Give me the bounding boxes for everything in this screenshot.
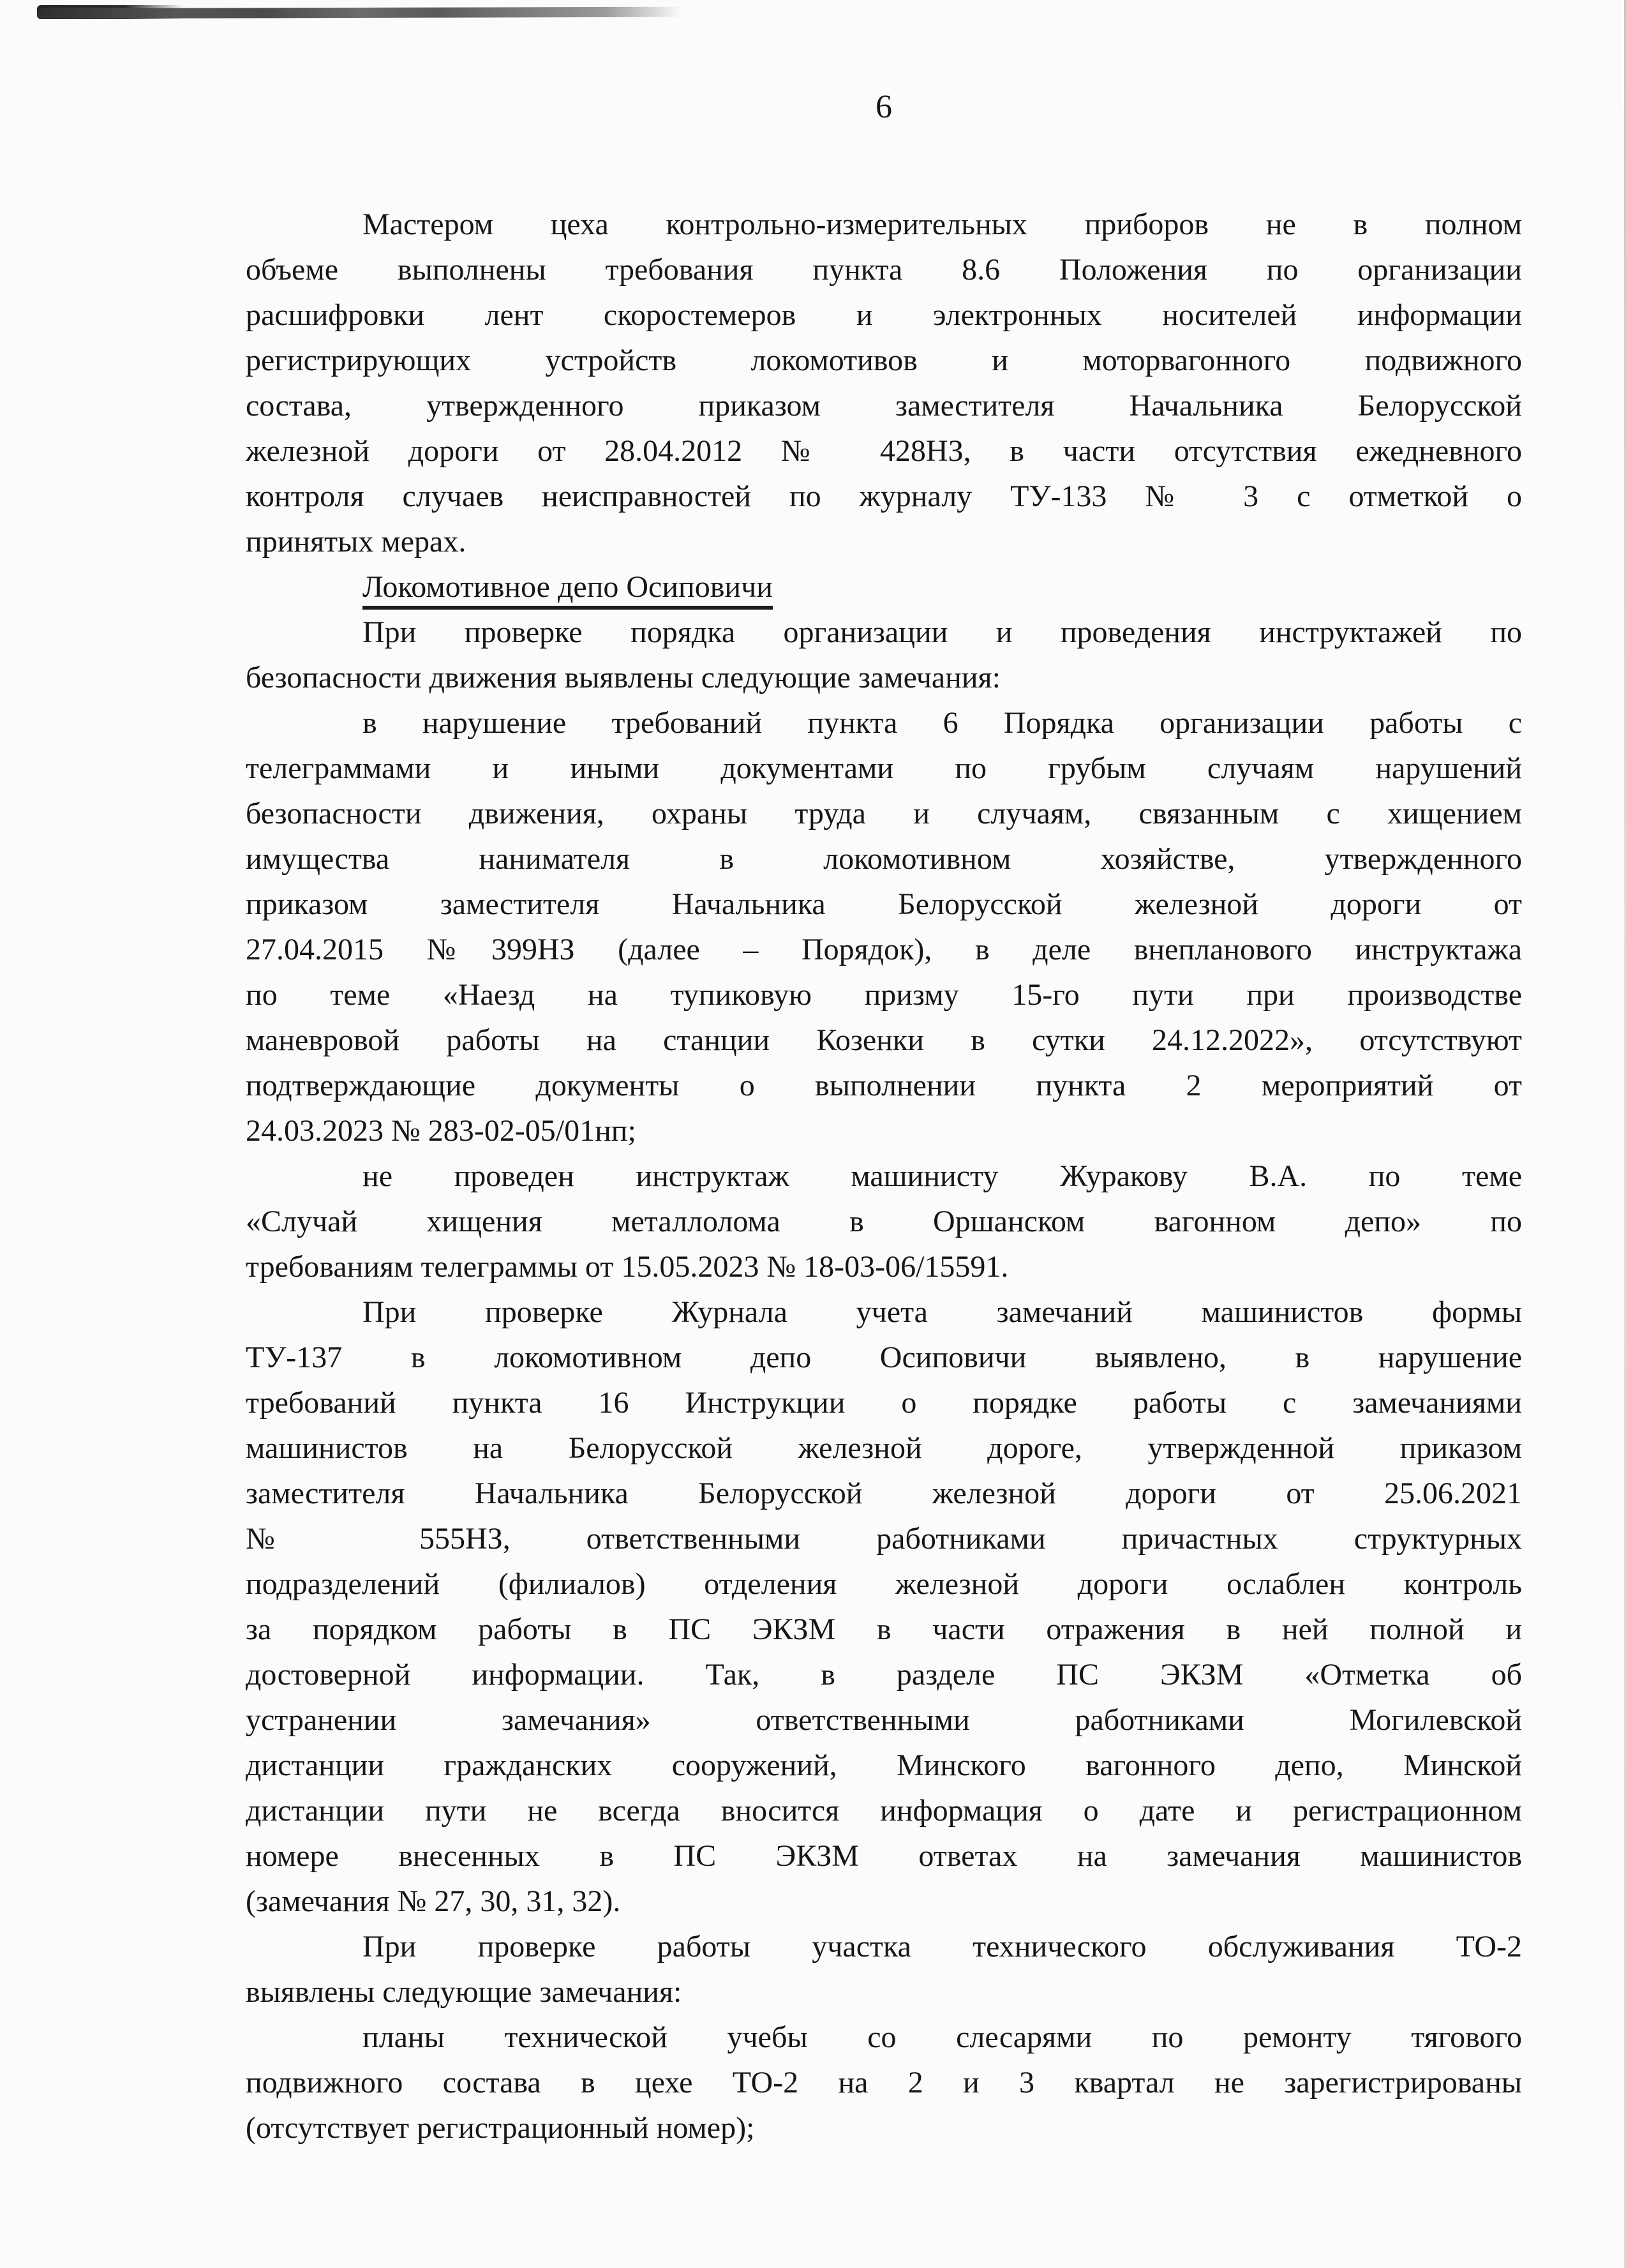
text-line: маневровой работы на станции Козенки в сутки 24.12.2022», отсутствуют [246,1023,1522,1057]
paragraph [246,2015,1522,2151]
text-line: машинистов на Белорусской железной дороге, утвержденной приказом [246,1431,1522,1465]
text-line: имущества нанимателя в локомотивном хозяйстве, утвержденного [246,842,1522,876]
text-line: приказом заместителя Начальника Белорусской железной дороги от [246,887,1522,921]
text-line: При проверке работы участка технического обслуживания ТО-2 [362,1930,1522,1964]
text-line: планы технической учебы со слесарями по ремонту тягового [362,2020,1522,2054]
text-line: (замечания № 27, 30, 31, 32). [246,1884,621,1918]
text-line: в нарушение требований пункта 6 Порядка организации работы с [362,706,1522,740]
text-line: за порядком работы в ПС ЭКЗМ в части отражения в ней полной и [246,1612,1522,1646]
text-line: подразделений (филиалов) отделения железной дороги ослаблен контроль [246,1567,1522,1601]
text-line: расшифровки лент скоростемеров и электронных носителей информации [246,298,1522,332]
page-number: 6 [876,89,892,125]
paragraph [246,1924,1522,2015]
text-line: 24.03.2023 № 283-02-05/01нп; [246,1114,636,1148]
text-line: заместителя Начальника Белорусской железной дороги от 25.06.2021 [246,1476,1522,1510]
text-line: ТУ-137 в локомотивном депо Осиповичи выявлено, в нарушение [246,1341,1522,1374]
text-line: подвижного состава в цехе ТО-2 на 2 и 3 квартал не зарегистрированы [246,2066,1522,2099]
text-line: устранении замечания» ответственными работниками Могилевской [246,1703,1522,1737]
text-line: контроля случаев неисправностей по журналу ТУ-133 № 3 с отметкой о [246,479,1522,513]
text-line [246,564,1522,610]
text-line: регистрирующих устройств локомотивов и моторвагонного подвижного [246,343,1522,377]
paragraph [246,610,1522,700]
text-line: дистанции гражданских сооружений, Минского вагонного депо, Минской [246,1748,1522,1782]
section-heading [246,564,1522,610]
text-line: № 555НЗ, ответственными работниками причастных структурных [246,1522,1522,1556]
text-line: При проверке порядка организации и проведения инструктажей по [362,615,1522,649]
text-line: номере внесенных в ПС ЭКЗМ ответах на замечания машинистов [246,1839,1522,1873]
scan-artifact-streak [37,7,682,19]
paragraph [246,700,1522,1153]
paragraph [246,1153,1522,1289]
text-line: «Случай хищения металлолома в Оршанском вагонном депо» по [246,1205,1522,1238]
paragraph [246,202,1522,564]
underlined-heading-text: Локомотивное депо Осиповичи [362,570,773,610]
text-line: Мастером цеха контрольно-измерительных приборов не в полном [362,207,1522,241]
text-line: принятых мерах. [246,525,466,559]
text-line: (отсутствует регистрационный номер); [246,2111,755,2145]
text-line: 27.04.2015 №399НЗ (далее – Порядок), в деле внепланового инструктажа [246,933,1522,966]
text-line: выявлены следующие замечания: [246,1975,682,2009]
text-line: телеграммами и иными документами по грубым случаям нарушений [246,751,1522,785]
document-body [246,202,1522,2151]
text-line: железной дороги от 28.04.2012 № 428НЗ, в части отсутствия ежедневного [246,434,1522,468]
text-line: безопасности движения, охраны труда и случаям, связанным с хищением [246,797,1522,830]
text-line: подтверждающие документы о выполнении пункта 2 мероприятий от [246,1069,1522,1102]
text-line: дистанции пути не всегда вносится информация о дате и регистрационном [246,1794,1522,1828]
text-line: требованиям телеграммы от 15.05.2023 № 18-03-06/15591. [246,1250,1009,1284]
text-line: по теме «Наезд на тупиковую призму 15-го пути при производстве [246,978,1522,1012]
text-line: достоверной информации. Так, в разделе ПС ЭКЗМ «Отметка об [246,1658,1522,1692]
text-line: требований пункта 16 Инструкции о порядке работы с замечаниями [246,1386,1522,1420]
text-line: При проверке Журнала учета замечаний машинистов формы [362,1295,1522,1329]
text-line: безопасности движения выявлены следующие замечания: [246,661,1001,695]
text-line: не проведен инструктаж машинисту Журакову В.А. по теме [362,1159,1522,1193]
text-line: состава, утвержденного приказом заместителя Начальника Белорусской [246,389,1522,423]
paragraph [246,1289,1522,1924]
text-line: объеме выполнены требования пункта 8.6 Положения по организации [246,253,1522,287]
